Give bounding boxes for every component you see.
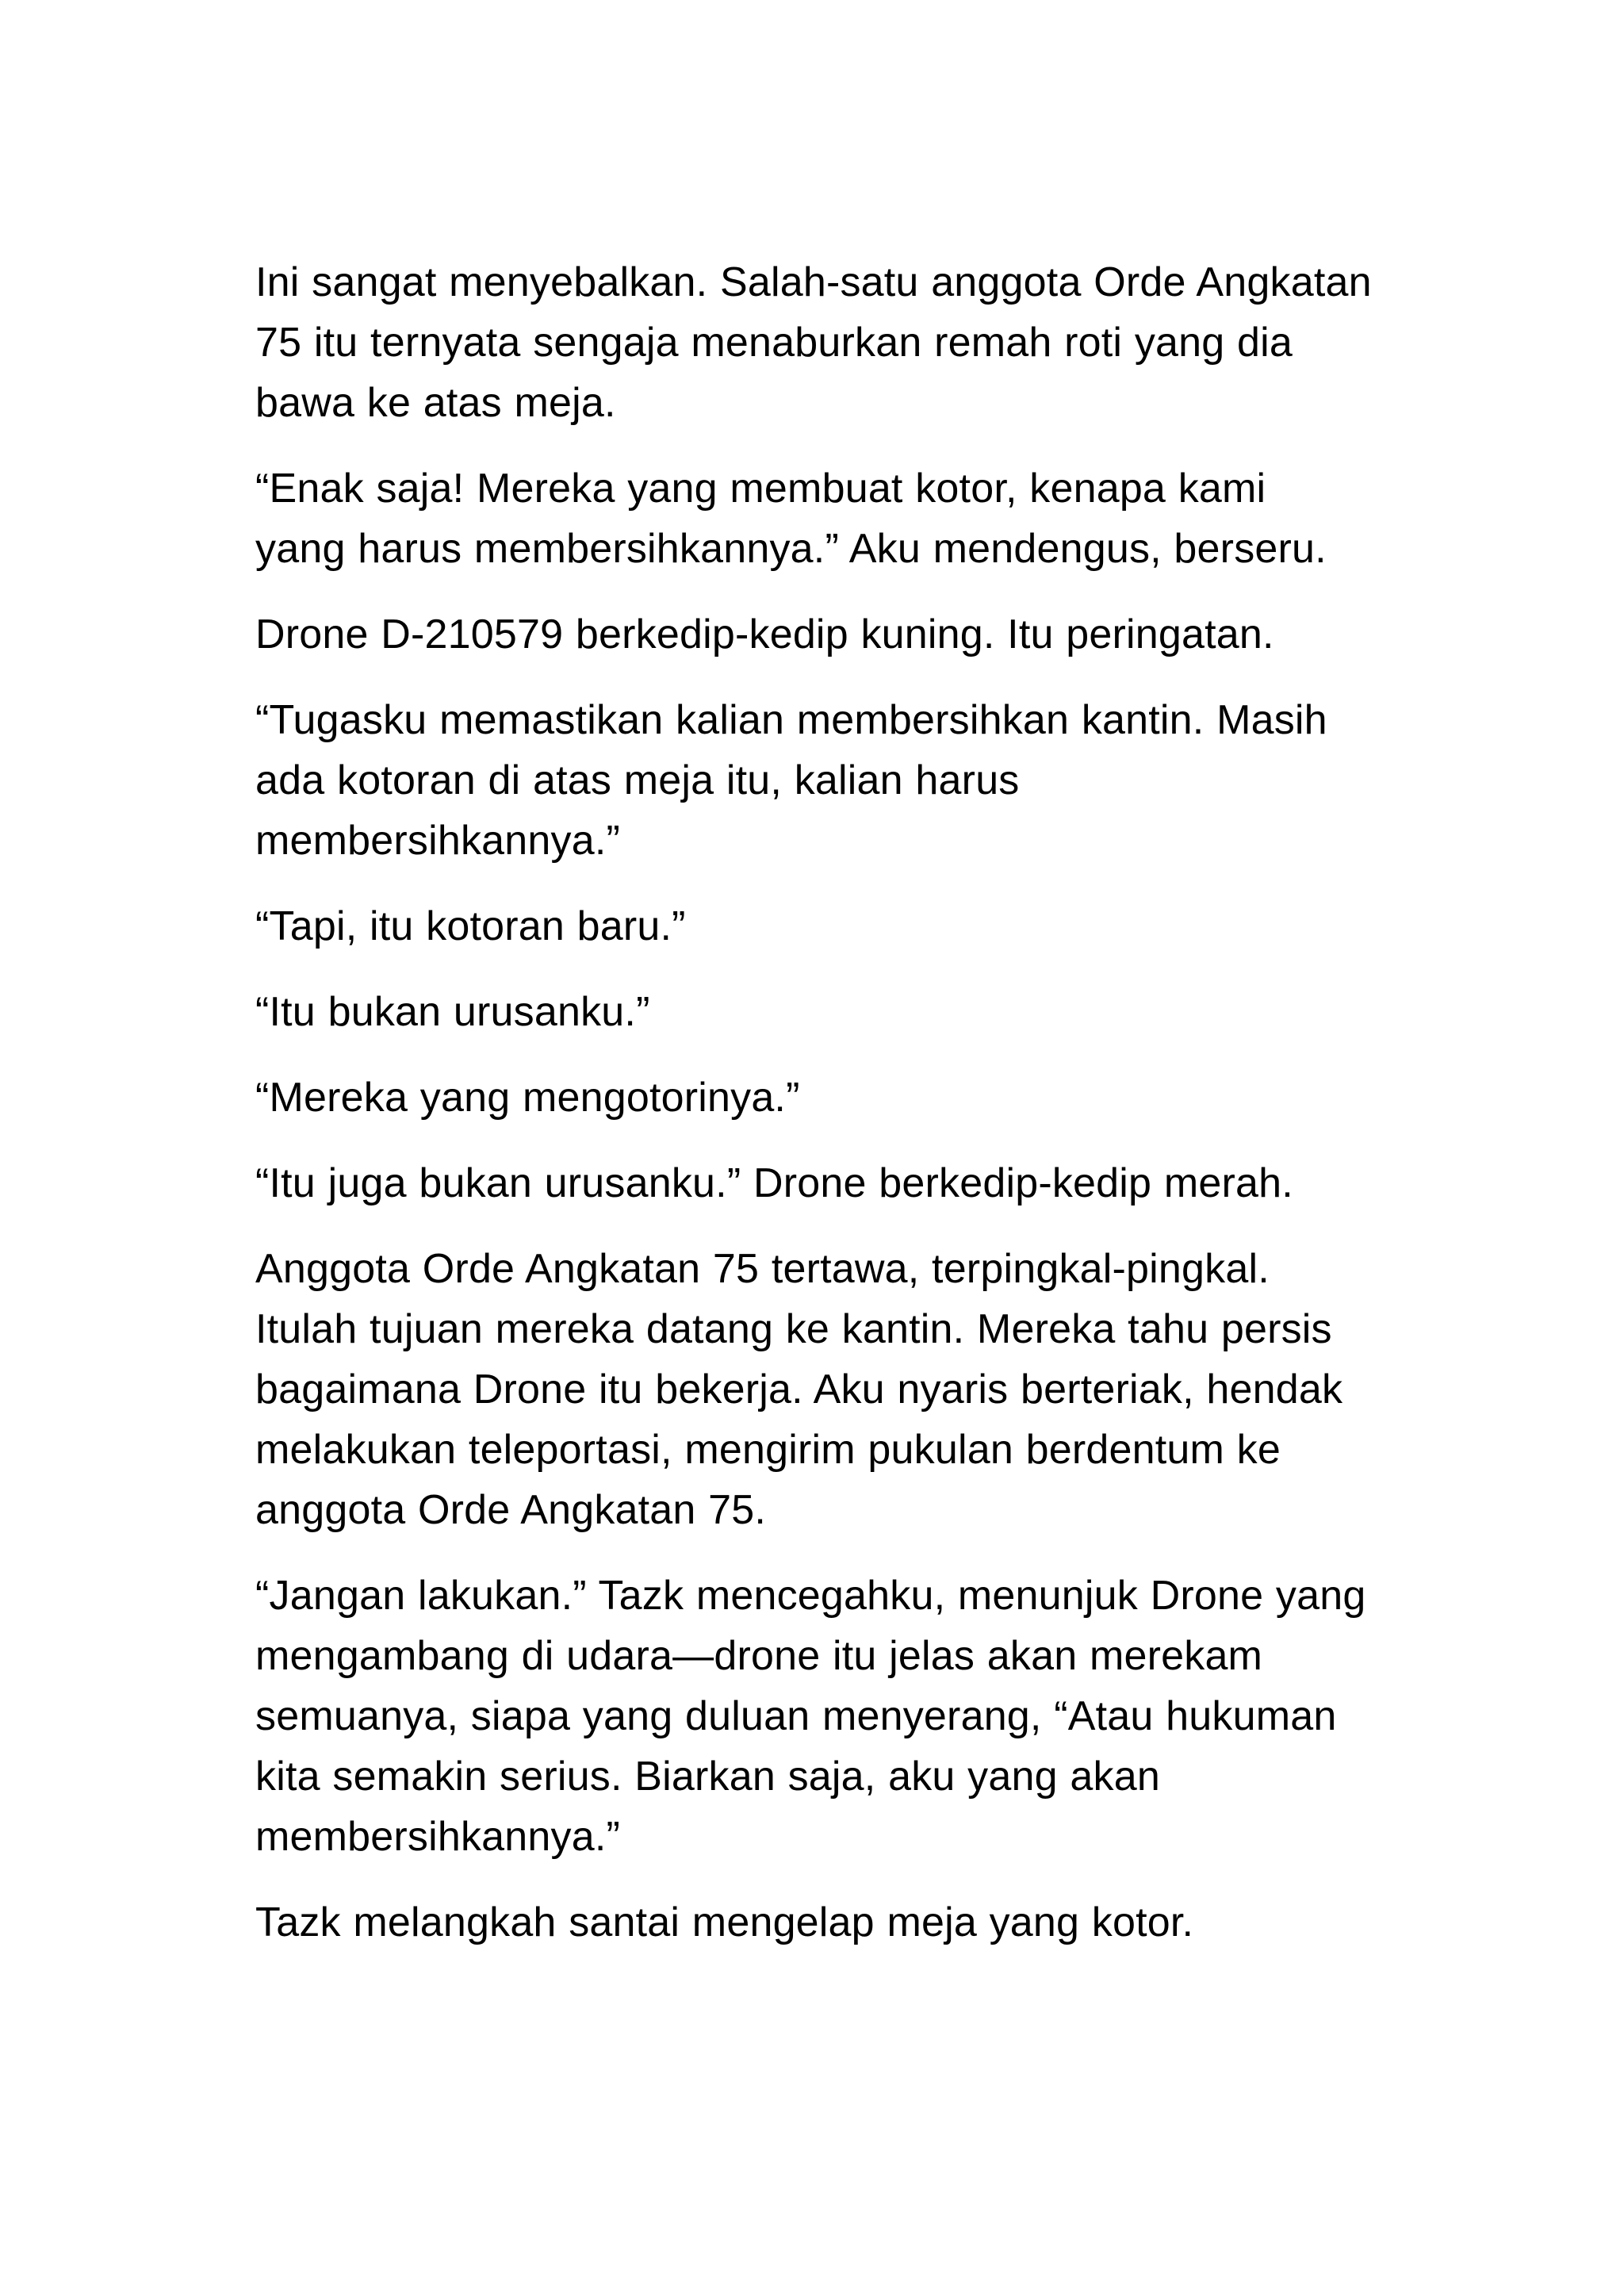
paragraph-6 xyxy=(255,982,1397,1042)
text-line: yang harus membersihkannya.” Aku mendengus, berseru. xyxy=(255,526,1327,572)
paragraph-3 xyxy=(255,604,1397,665)
text-line: semuanya, siapa yang duluan menyerang, “Atau hukuman xyxy=(255,1693,1337,1739)
text-line: Anggota Orde Angkatan 75 tertawa, terpingkal-pingkal. xyxy=(255,1246,1270,1292)
text-line: Ini sangat menyebalkan. Salah-satu anggota Orde Angkatan xyxy=(255,259,1372,305)
text-line: ada kotoran di atas meja itu, kalian harus xyxy=(255,757,1020,803)
text-line: kita semakin serius. Biarkan saja, aku yang akan xyxy=(255,1754,1160,1800)
text-line: “Tugasku memastikan kalian membersihkan kantin. Masih xyxy=(255,697,1327,743)
text-line: “Itu bukan urusanku.” xyxy=(255,989,650,1035)
text-line: melakukan teleportasi, mengirim pukulan berdentum ke xyxy=(255,1427,1281,1473)
paragraph-8 xyxy=(255,1153,1397,1213)
paragraph-5 xyxy=(255,896,1397,956)
text-line: membersihkannya.” xyxy=(255,1814,621,1860)
text-line: bawa ke atas meja. xyxy=(255,380,616,426)
paragraph-2 xyxy=(255,458,1397,579)
paragraph-10 xyxy=(255,1566,1397,1867)
text-line: “Itu juga bukan urusanku.” Drone berkedip-kedip merah. xyxy=(255,1160,1293,1206)
text-line: “Mereka yang mengotorinya.” xyxy=(255,1075,800,1121)
text-line: “Enak saja! Mereka yang membuat kotor, kenapa kami xyxy=(255,466,1266,512)
text-line: “Jangan lakukan.” Tazk mencegahku, menunjuk Drone yang xyxy=(255,1573,1366,1619)
text-line: Tazk melangkah santai mengelap meja yang kotor. xyxy=(255,1899,1194,1945)
text-line: mengambang di udara—drone itu jelas akan merekam xyxy=(255,1633,1263,1679)
paragraph-7 xyxy=(255,1068,1397,1128)
paragraph-1 xyxy=(255,252,1397,433)
text-line: membersihkannya.” xyxy=(255,818,621,864)
paragraph-11 xyxy=(255,1892,1397,1953)
text-line: Itulah tujuan mereka datang ke kantin. Mereka tahu persis xyxy=(255,1306,1332,1352)
text-line: 75 itu ternyata sengaja menaburkan remah roti yang dia xyxy=(255,320,1293,366)
text-line: “Tapi, itu kotoran baru.” xyxy=(255,903,686,949)
text-line: Drone D-210579 berkedip-kedip kuning. Itu peringatan. xyxy=(255,611,1274,657)
text-line: anggota Orde Angkatan 75. xyxy=(255,1487,767,1533)
paragraph-9 xyxy=(255,1239,1397,1540)
paragraph-4 xyxy=(255,690,1397,871)
story-text xyxy=(255,252,1397,1978)
text-line: bagaimana Drone itu bekerja. Aku nyaris berteriak, hendak xyxy=(255,1366,1343,1412)
